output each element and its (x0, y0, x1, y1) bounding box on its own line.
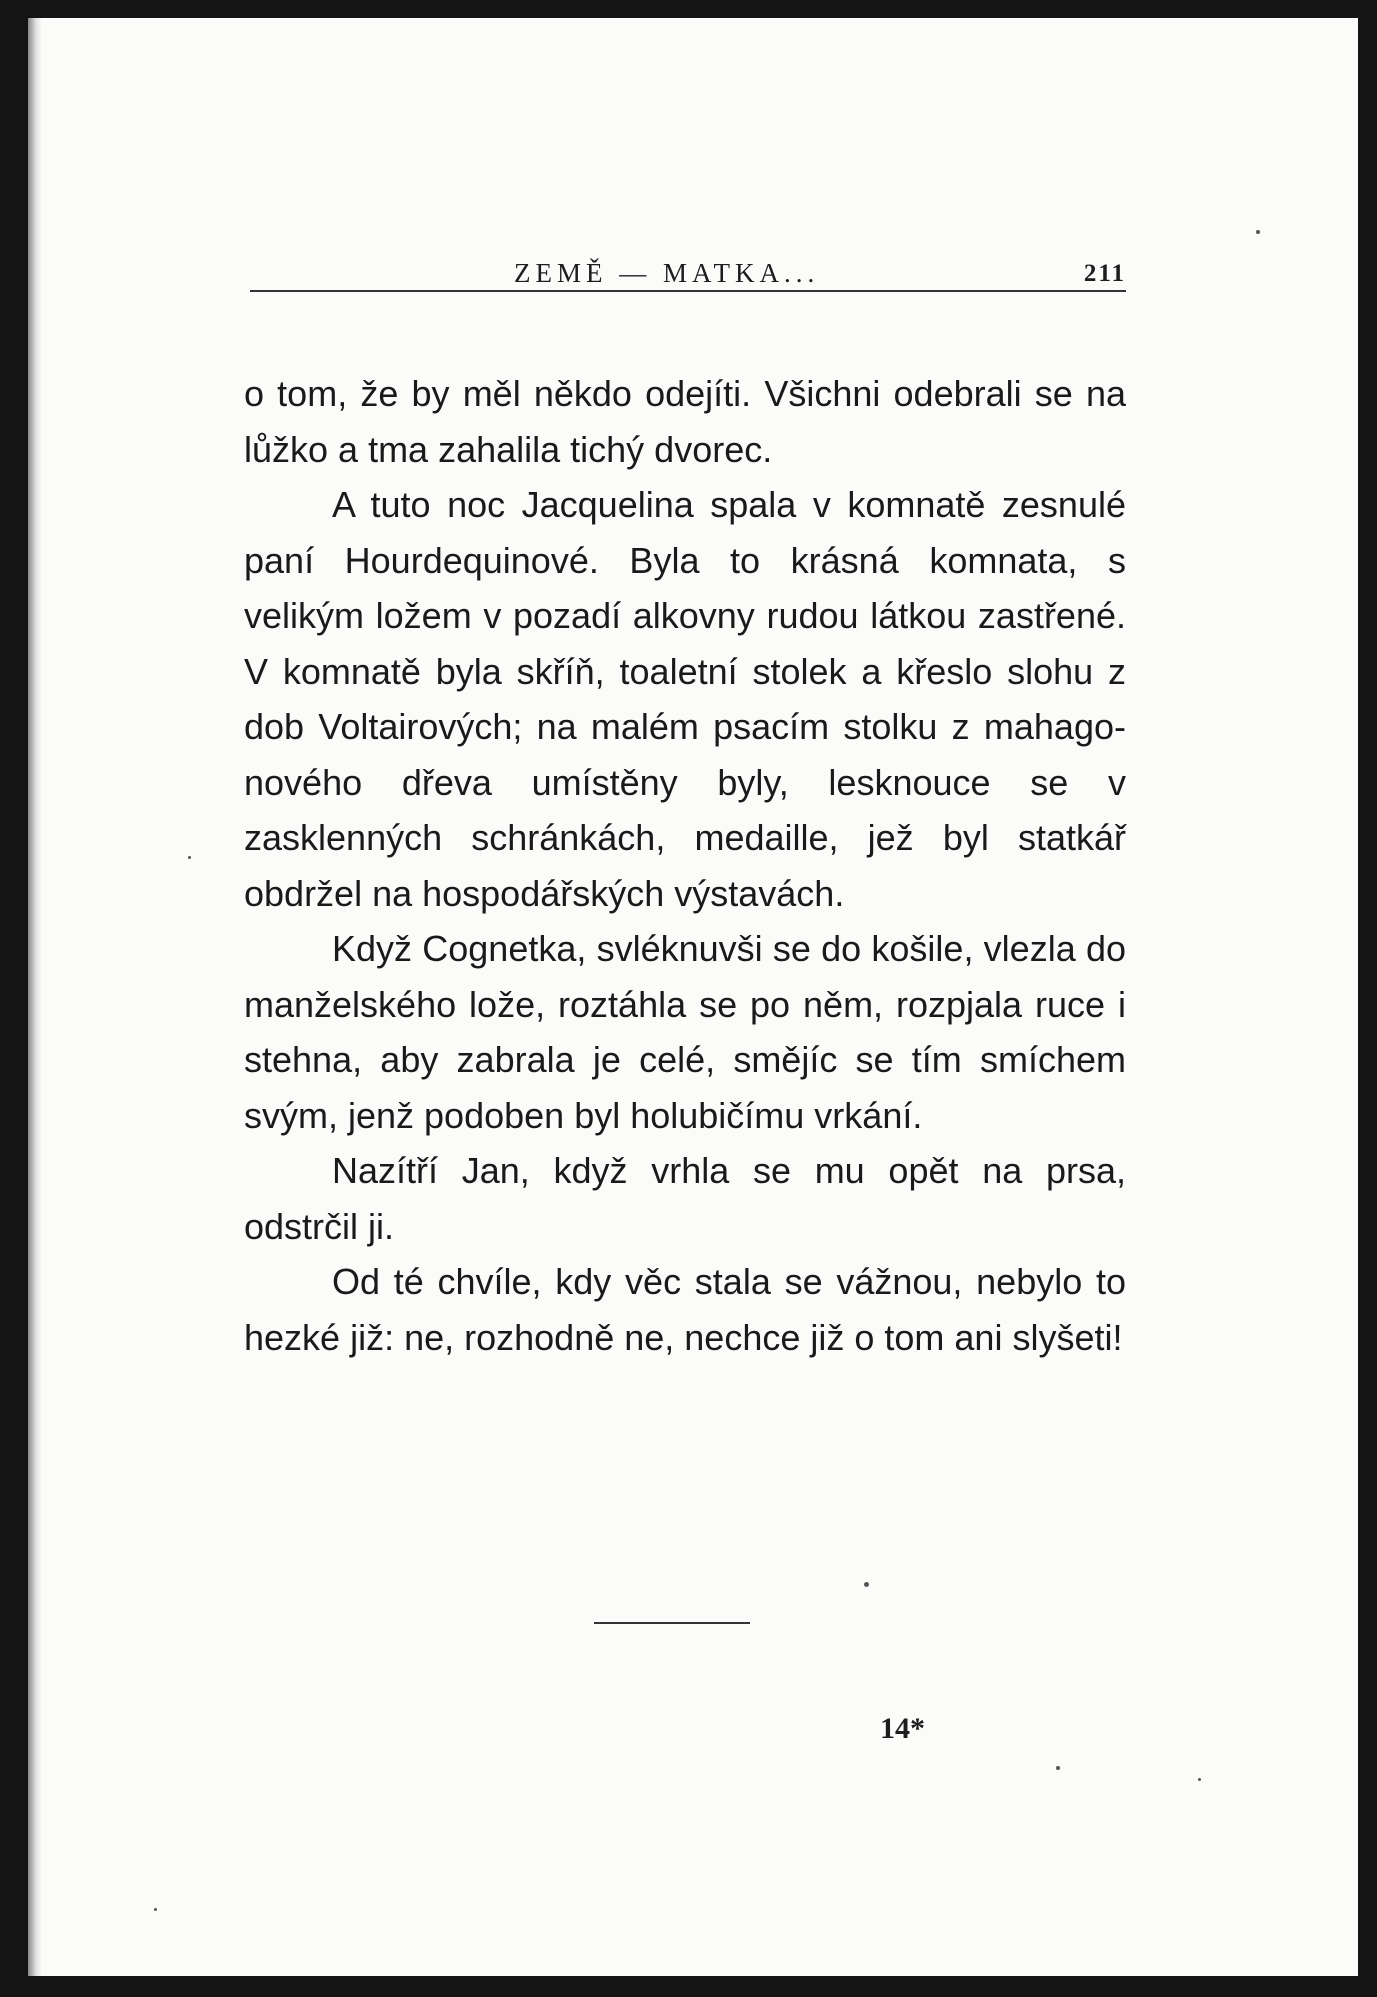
chapter-end-rule (594, 1622, 750, 1624)
running-header (250, 246, 1126, 292)
paper-speck (864, 1582, 869, 1587)
paragraph-5: Od té chvíle, kdy věc stala se vážnou, nebylo to hezké již: ne, rozhodně ne, nechce již o tom ani slyšeti! (244, 1261, 1126, 1358)
paper-speck (1056, 1766, 1060, 1770)
paper-speck (188, 856, 191, 859)
paper-speck (154, 1908, 157, 1911)
paragraph-3: Když Cognetka, svléknuvši se do košile, vlezla do manželského lože, roztáhla se po něm, rozpjala ruce i stehna, aby zabrala je celé, smějíc se tím smíchem svým, jenž podoben byl holubičímu vrkání. (244, 928, 1126, 1136)
paragraph-1: o tom, že by měl někdo odejíti. Všichni odebrali se na lůžko a tma zahalila tichý dvorec. (244, 373, 1126, 470)
paper-speck (1256, 230, 1260, 234)
signature-mark: 14* (880, 1712, 925, 1745)
paragraph-2: A tuto noc Jacquelina spala v komnatě zesnulé paní Hourdequinové. Byla to krásná komnata, s velikým ložem v pozadí alkovny rudou látkou zastřené. V komnatě byla skříň, toaletní stolek a křeslo slohu z dob Voltairových; na malém psacím stolku z mahagonového dřeva umístěny byly, lesknouce se v zasklenných schránkách, medaille, jež byl statkář obdržel na hospodářských výstavách. (244, 484, 1126, 914)
chapter-text (244, 366, 1126, 1365)
page-spine-shadow (28, 18, 42, 1976)
paragraph-4: Nazítří Jan, když vrhla se mu opět na prsa, odstrčil ji. (244, 1150, 1126, 1247)
running-title: ZEMĚ — MATKA... (514, 258, 820, 288)
book-page (28, 18, 1358, 1976)
paper-speck (1198, 1778, 1201, 1781)
page-number: 211 (1083, 260, 1126, 287)
